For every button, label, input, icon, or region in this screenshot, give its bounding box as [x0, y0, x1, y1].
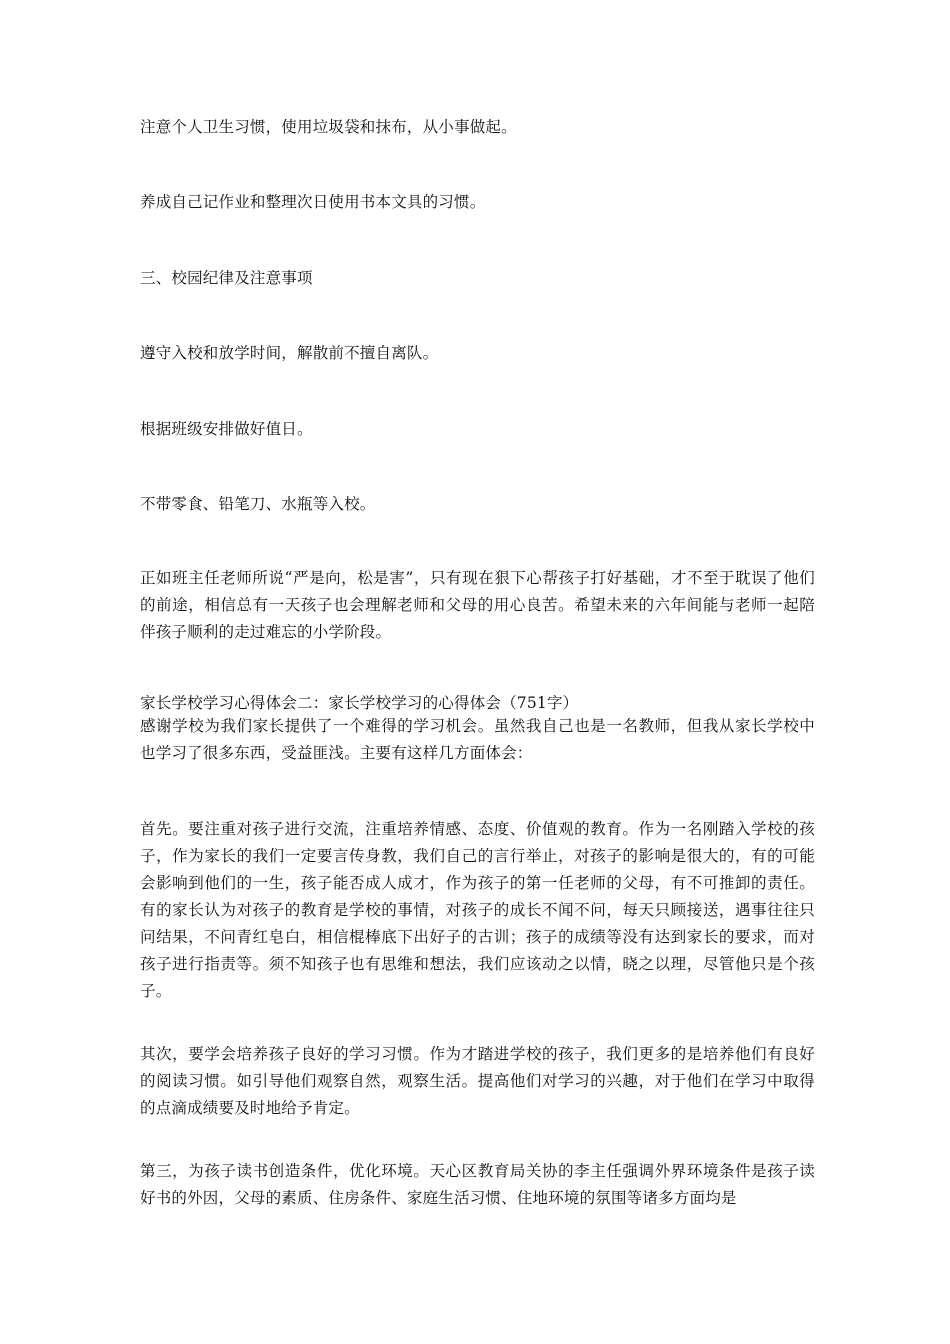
paragraph-school-time: 遵守入校和放学时间，解散前不擅自离队。: [140, 344, 439, 362]
paragraph-first-point: 首先。要注重对孩子进行交流，注重培养情感、态度、价值观的教育。作为一名刚踏入学校的孩子，作为家长的我们一定要言传身教，我们自己的言行举止，对孩子的影响是很大的，有的可能会影响到他们的一生，孩子能否成人成才，作为孩子的第一任老师的父母，有不可推卸的责任。有的家长认为对孩子的教育是学校的事情，对孩子的成长不闻不问，每天只顾接送，遇事往往只问结果，不问青红皂白，相信棍棒底下出好子的古训；孩子的成绩等没有达到家长的要求，而对孩子进行指责等。须不知孩子也有思维和想法，我们应该动之以情，晓之以理，尽管他只是个孩子。: [140, 820, 815, 1000]
paragraph-conclusion: 正如班主任老师所说“严是向，松是害”，只有现在狠下心帮孩子打好基础，才不至于耽误了他们的前途，相信总有一天孩子也会理解老师和父母的用心良苦。希望未来的六年间能与老师一起陪伴孩子顺利的走过难忘的小学阶段。: [140, 569, 815, 641]
paragraph-hygiene: 注意个人卫生习惯，使用垃圾袋和抹布，从小事做起。: [140, 118, 517, 136]
section-heading-discipline: 三、校园纪律及注意事项: [140, 269, 313, 287]
paragraph-homework-habit: 养成自己记作业和整理次日使用书本文具的习惯。: [140, 193, 486, 211]
paragraph-intro: 感谢学校为我们家长提供了一个难得的学习机会。虽然我自己也是一名教师，但我从家长学校中也学习了很多东西，受益匪浅。主要有这样几方面体会：: [140, 717, 815, 762]
article-title: 家长学校学习心得体会二：家长学校学习的心得体会（751字）: [140, 694, 579, 712]
paragraph-third-point: 第三，为孩子读书创造条件，优化环境。天心区教育局关协的李主任强调外界环境条件是孩子读好书的外因，父母的素质、住房条件、家庭生活习惯、住地环境的氛围等诸多方面均是: [140, 1162, 815, 1207]
paragraph-duty: 根据班级安排做好值日。: [140, 420, 313, 438]
paragraph-prohibited-items: 不带零食、铅笔刀、水瓶等入校。: [140, 495, 376, 513]
paragraph-second-point: 其次，要学会培养孩子良好的学习习惯。作为才踏进学校的孩子，我们更多的是培养他们有良好的阅读习惯。如引导他们观察自然，观察生活。提高他们对学习的兴趣，对于他们在学习中取得的点滴成绩要及时地给予肯定。: [140, 1045, 815, 1117]
